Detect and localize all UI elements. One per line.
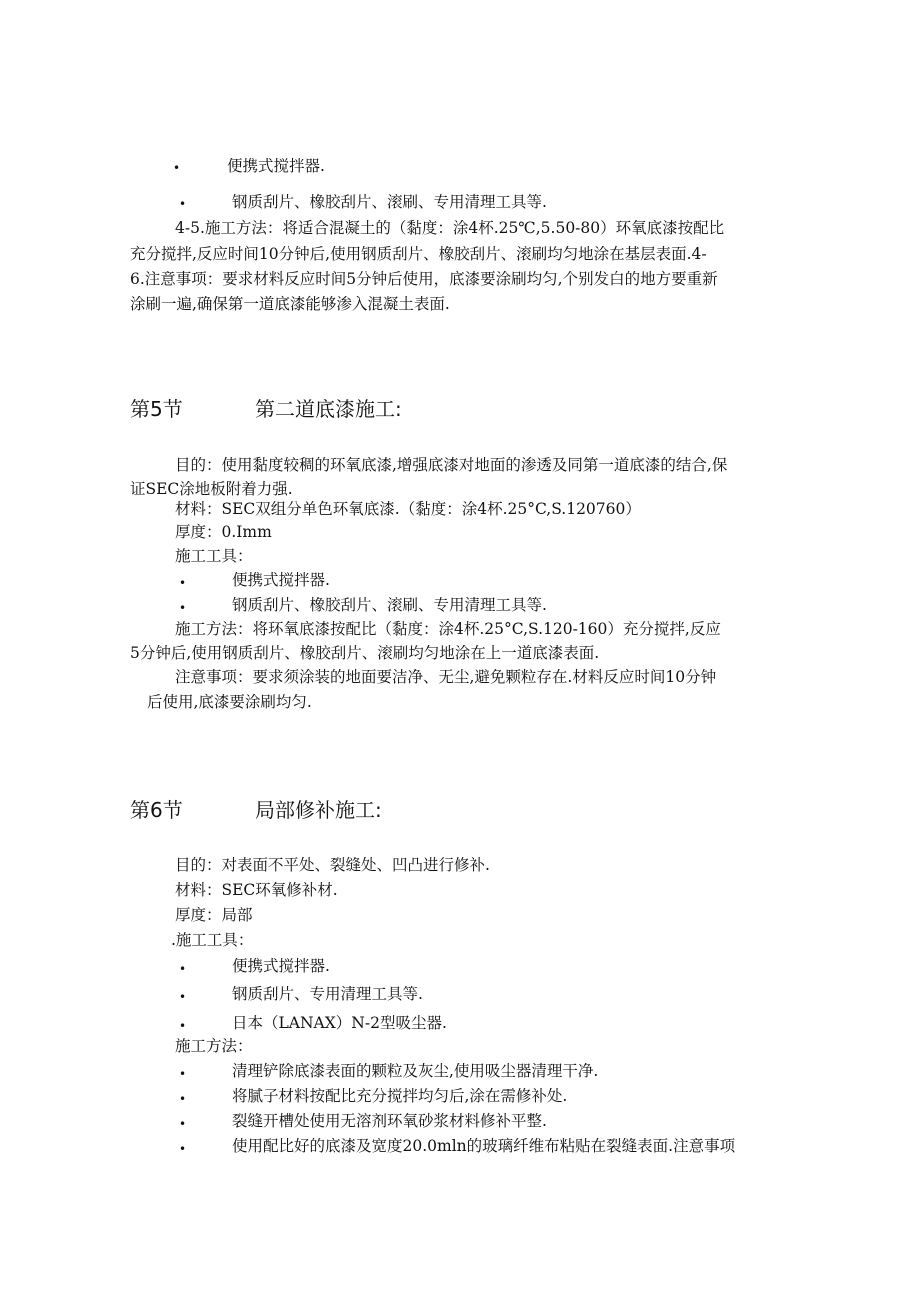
bullet-icon: •	[179, 962, 187, 976]
bullet-icon: •	[179, 601, 187, 615]
section-6-number: 第6节	[130, 798, 183, 822]
bullet-icon: •	[179, 1117, 187, 1131]
purpose-text: 目的：使用黏度较稠的环氧底漆,增强底漆对地面的渗透及同第一道底漆的结合,保	[175, 456, 728, 474]
tool-item: 便携式搅拌器.	[232, 571, 330, 589]
bullet-icon: •	[179, 197, 187, 211]
purpose-text: 目的：对表面不平处、裂缝处、凹凸进行修补.	[175, 856, 490, 874]
method-label: 施工方法：	[175, 1037, 253, 1055]
method-step: 清理铲除底漆表面的颗粒及灰尘,使用吸尘器清理干净.	[232, 1062, 599, 1080]
notes-text: 后使用,底漆要涂刷均匀.	[147, 693, 312, 711]
bullet-icon: •	[179, 576, 187, 590]
thickness-text: 厚度：0.Imm	[175, 523, 272, 541]
tool-item: 钢质刮片、橡胶刮片、滚刷、专用清理工具等.	[232, 193, 547, 211]
section-5-title: 第二道底漆施工:	[255, 397, 402, 421]
method-paragraph-line: 4-5.施工方法：将适合混凝土的（黏度：涂4杯.25℃,5.50-80）环氧底漆按配比	[175, 219, 725, 237]
bullet-icon: •	[179, 1067, 187, 1081]
method-text: 施工方法：将环氧底漆按配比（黏度：涂4杯.25°C,S.120-160）充分搅拌,反应	[175, 620, 721, 638]
tools-label: 施工工具：	[175, 547, 253, 565]
bullet-icon: •	[179, 1142, 187, 1156]
notes-paragraph-line: 6.注意事项：要求材料反应时间5分钟后使用，底漆要涂刷均匀,个别发白的地方要重新	[130, 270, 718, 288]
purpose-text: 证SEC涂地板附着力强.	[130, 480, 293, 498]
method-paragraph-line: 充分搅拌,反应时间10分钟后,使用钢质刮片、橡胶刮片、滚刷均匀地涂在基层表面.4-	[130, 245, 707, 263]
bullet-icon: •	[179, 990, 187, 1004]
tool-item: 便携式搅拌器.	[232, 957, 330, 975]
method-step: 使用配比好的底漆及宽度20.0mln的玻璃纤维布粘贴在裂缝表面.注意事项	[232, 1137, 736, 1155]
section-6-title: 局部修补施工:	[255, 798, 382, 822]
bullet-icon: •	[179, 1019, 187, 1033]
tool-item: 日本（LANAX）N-2型吸尘器.	[232, 1014, 447, 1032]
notes-paragraph-line: 涂刷一遍,确保第一道底漆能够渗入混凝土表面.	[130, 295, 450, 313]
method-step: 裂缝开槽处使用无溶剂环氧砂浆材料修补平整.	[232, 1112, 547, 1130]
method-step: 将腻子材料按配比充分搅拌均匀后,涂在需修补处.	[232, 1087, 568, 1105]
method-text: 5分钟后,使用钢质刮片、橡胶刮片、滚刷均匀地涂在上一道底漆表面.	[130, 644, 600, 662]
tool-item: 钢质刮片、专用清理工具等.	[232, 985, 423, 1003]
thickness-text: 厚度：局部	[175, 906, 253, 924]
bullet-icon: •	[173, 161, 181, 175]
notes-text: 注意事项：要求须涂装的地面要洁净、无尘,避免颗粒存在.材料反应时间10分钟	[175, 668, 717, 686]
bullet-icon: •	[179, 1092, 187, 1106]
section-5-number: 第5节	[130, 397, 183, 421]
material-text: 材料：SEC环氧修补材.	[175, 881, 338, 899]
tool-item: 钢质刮片、橡胶刮片、滚刷、专用清理工具等.	[232, 596, 547, 614]
material-text: 材料：SEC双组分单色环氧底漆.（黏度：涂4杯.25°C,S.120760）	[175, 500, 641, 518]
tools-label: .施工工具：	[171, 931, 254, 949]
tool-item: 便携式搅拌器.	[227, 157, 325, 175]
